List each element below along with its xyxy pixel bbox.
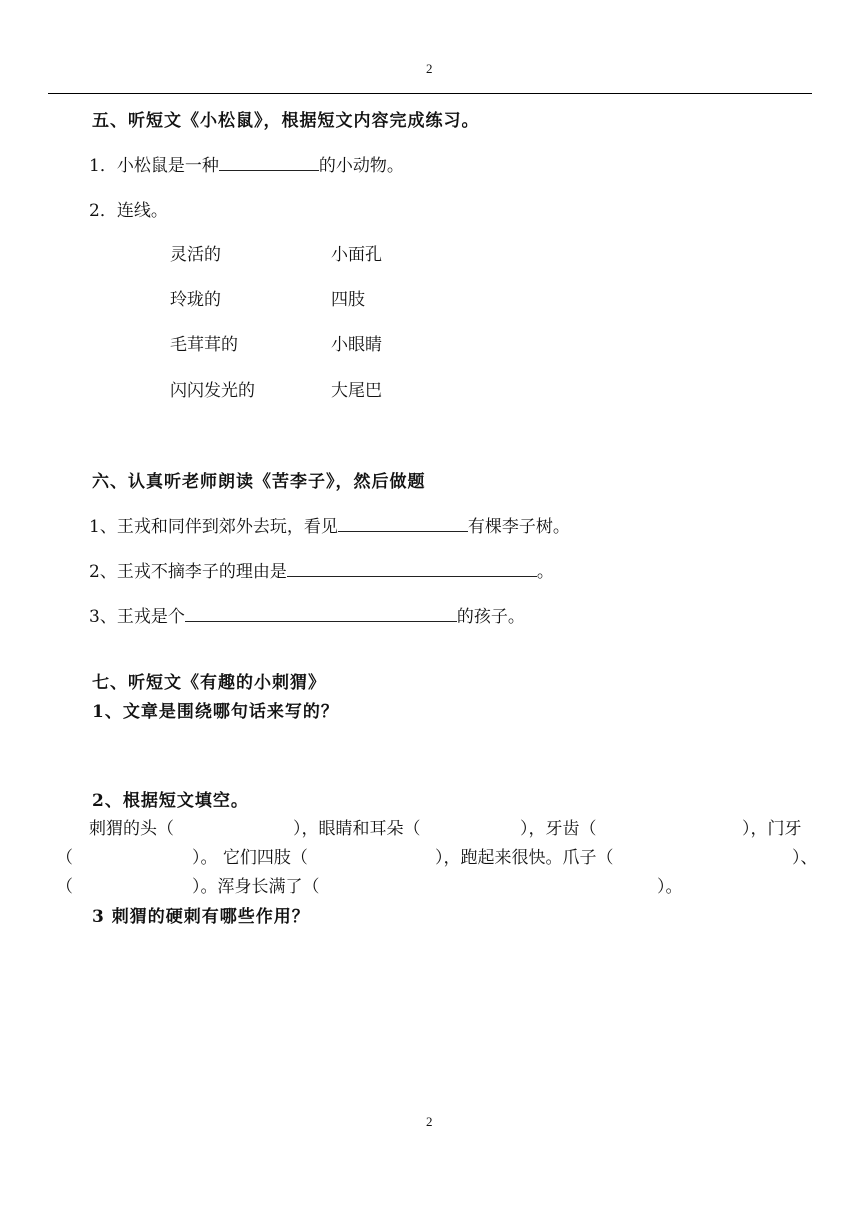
s6-q2-prefix: 2、王戎不摘李子的理由是	[89, 562, 287, 582]
s6-question-3	[89, 602, 525, 627]
s5-right-item[interactable]: 小眼睛	[331, 335, 382, 355]
s7-fill-h: ）、	[792, 848, 818, 868]
s6-q3-suffix: 的孩子。	[456, 607, 525, 627]
s6-q1-suffix: 有棵李子树。	[467, 517, 570, 537]
s7-question-1: 1、文章是围绕哪句话来写的？	[92, 702, 339, 722]
s7-fill-a: 刺猬的头（	[89, 819, 174, 839]
s6-question-1	[89, 512, 570, 537]
s6-q3-blank[interactable]	[185, 605, 457, 622]
s7-fill-b: ），眼睛和耳朵（	[293, 819, 421, 839]
section-5-title: 五、听短文《小松鼠》，根据短文内容完成练习。	[92, 111, 480, 131]
s6-question-2	[89, 557, 554, 582]
s7-question-3: 3 刺猬的硬刺有哪些作用？	[92, 907, 310, 927]
s7-fill-d: ），门牙	[742, 819, 802, 839]
s6-q2-suffix: 。	[536, 562, 554, 582]
s6-q1-prefix: 1、王戎和同伴到郊外去玩，看见	[89, 517, 338, 537]
s5-q1-prefix: 1．小松鼠是一种	[89, 156, 219, 176]
s5-q1-suffix: 的小动物。	[318, 156, 404, 176]
s7-fill-k: ）。	[657, 877, 683, 897]
s5-right-item[interactable]: 四肢	[331, 290, 365, 310]
s5-left-item[interactable]: 毛茸茸的	[170, 335, 238, 355]
s7-fill-i: （	[56, 877, 73, 897]
s5-right-item[interactable]: 小面孔	[331, 245, 382, 265]
s7-fill-j: ）。浑身长满了（	[192, 877, 320, 897]
s5-left-item[interactable]: 玲珑的	[170, 290, 221, 310]
s5-left-item[interactable]: 灵活的	[170, 245, 221, 265]
s7-question-2: 2、根据短文填空。	[92, 791, 249, 811]
s7-fill-g: ），跑起来很快。爪子（	[435, 848, 614, 868]
s5-question-2: 2．连线。	[89, 201, 168, 221]
section-6-title: 六、认真听老师朗读《苦李子》，然后做题	[92, 472, 426, 492]
page-number-top: 2	[426, 61, 433, 76]
section-7-title: 七、听短文《有趣的小刺猬》	[92, 673, 326, 693]
s5-question-1	[89, 151, 404, 176]
header-rule	[48, 93, 812, 94]
s5-q1-blank[interactable]	[219, 154, 319, 171]
s6-q3-prefix: 3、王戎是个	[89, 607, 185, 627]
s5-left-item[interactable]: 闪闪发光的	[170, 381, 255, 401]
s6-q2-blank[interactable]	[287, 560, 537, 577]
s6-q1-blank[interactable]	[338, 515, 468, 532]
s7-fill-f: ）。 它们四肢（	[192, 848, 308, 868]
s7-fill-c: ），牙齿（	[520, 819, 597, 839]
s5-right-item[interactable]: 大尾巴	[331, 381, 382, 401]
page-number-bottom: 2	[426, 1114, 433, 1129]
s7-fill-e: （	[56, 848, 73, 868]
